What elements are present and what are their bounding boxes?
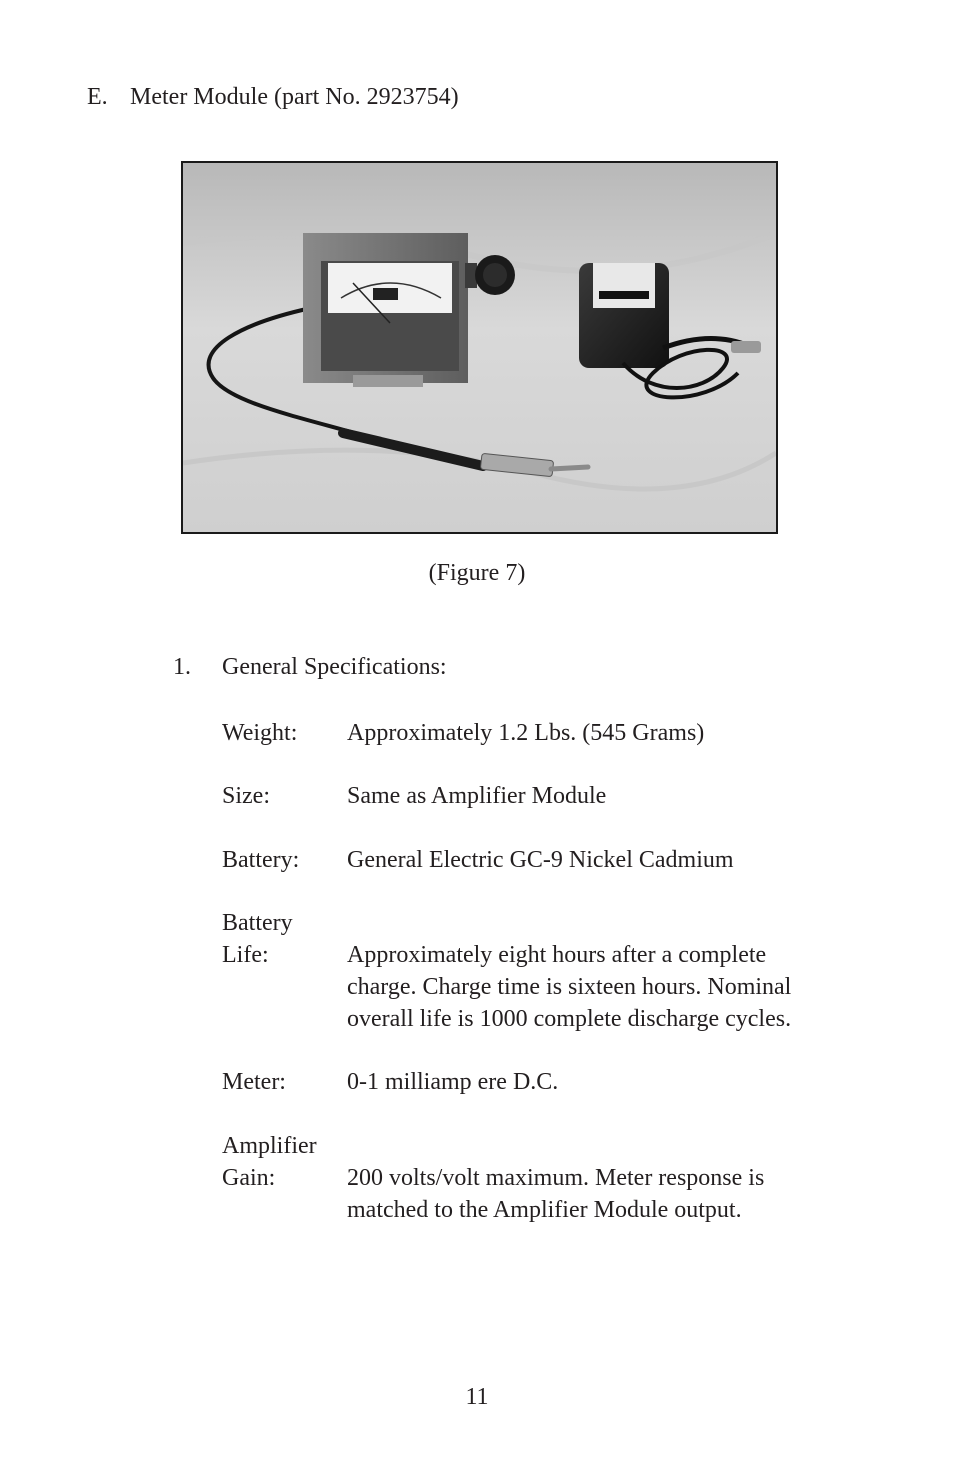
spec-value-amplifier-gain-line2: matched to the Amplifier Module output. (347, 1197, 742, 1223)
spec-label-battery: Battery: (222, 847, 300, 873)
spec-label-battery-life-line1: Battery (222, 910, 293, 936)
spec-value-size: Same as Amplifier Module (347, 783, 607, 809)
item-heading (173, 651, 447, 683)
section-title: Meter Module (part No. 2923754) (130, 84, 459, 110)
spec-value-weight: Approximately 1.2 Lbs. (545 Grams) (347, 720, 705, 746)
photo-illustration (183, 163, 776, 532)
spec-label-amplifier-gain-line2: Gain: (222, 1165, 276, 1191)
spec-label-meter: Meter: (222, 1069, 286, 1095)
spec-value-battery: General Electric GC-9 Nickel Cadmium (347, 847, 734, 873)
section-letter: E. (87, 84, 108, 110)
figure-caption: (Figure 7) (428, 560, 526, 586)
spec-value-battery-life-line2: charge. Charge time is sixteen hours. Nominal (347, 974, 792, 1000)
section-heading (87, 81, 459, 113)
spec-value-battery-life-line1: Approximately eight hours after a complete (347, 942, 767, 968)
item-title: General Specifications: (222, 654, 447, 680)
page-number: 11 (465, 1384, 489, 1410)
spec-value-battery-life-line3: overall life is 1000 complete discharge cycles. (347, 1006, 792, 1032)
spec-value-meter: 0-1 milliamp ere D.C. (347, 1069, 559, 1095)
spec-label-amplifier-gain-line1: Amplifier (222, 1133, 317, 1159)
spec-value-amplifier-gain-line1: 200 volts/volt maximum. Meter response is (347, 1165, 765, 1191)
spec-label-size: Size: (222, 783, 270, 809)
item-number: 1. (173, 654, 191, 680)
spec-label-battery-life-line2: Life: (222, 942, 269, 968)
meter-module-photo (181, 161, 778, 534)
spec-label-weight: Weight: (222, 720, 298, 746)
